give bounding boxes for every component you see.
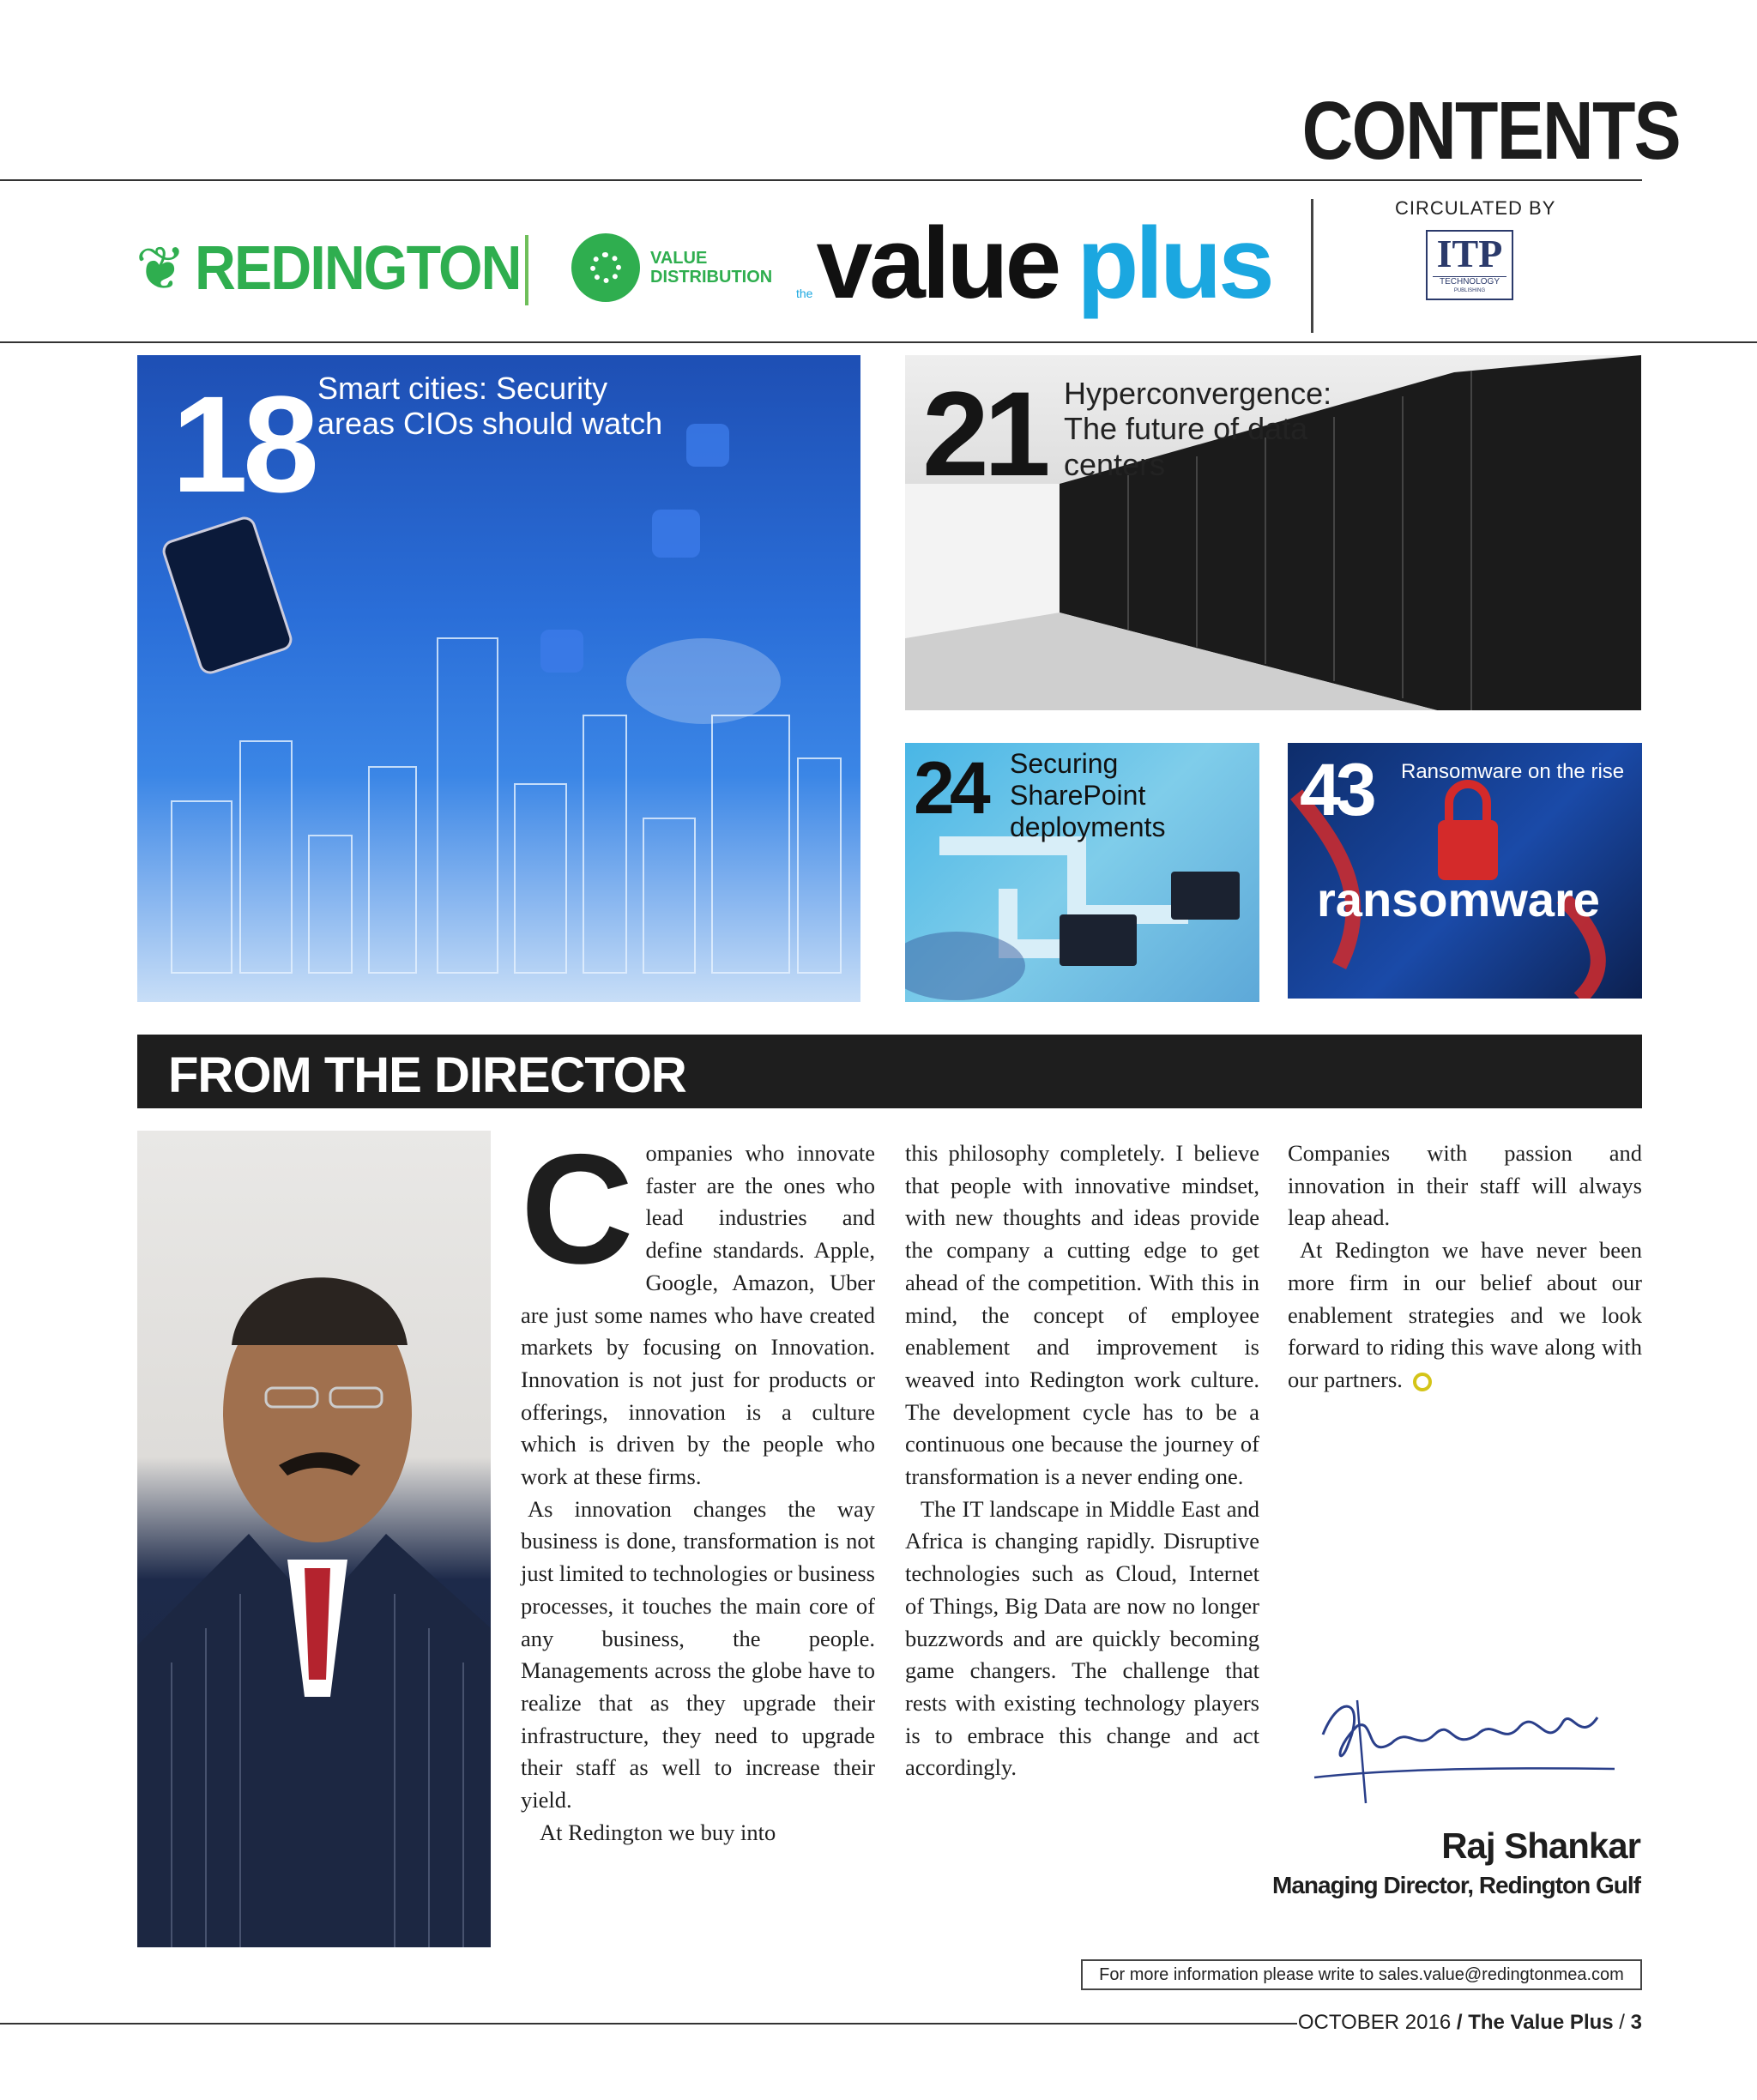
footer-sep: / (1456, 2011, 1463, 2034)
tile-title: Ransomware on the rise (1401, 760, 1625, 783)
itp-sub: TECHNOLOGY (1433, 276, 1506, 287)
tile-title (317, 371, 662, 442)
tile-title-line: centers (1064, 446, 1166, 482)
end-mark-icon (1413, 1373, 1432, 1391)
page-number: 3 (1630, 2011, 1642, 2034)
tile-title-line: SharePoint (1010, 779, 1146, 811)
paragraph: As innovation changes the way business is done, transformation is not just limited to technologies or business processes, it touches the main core of any business, the people. Managements across the globe have to realize that as they upgrade their infrastructure, they need to upgrade their staff as well to increase their yield. (521, 1495, 875, 1813)
itp-sub2: PUBLISHING (1453, 288, 1486, 293)
ransomware-image-text: ransomware (1317, 872, 1600, 926)
director-photo (137, 1131, 491, 1947)
director-title: Managing Director, Redington Gulf (1272, 1872, 1640, 1898)
circulated-divider (1311, 199, 1313, 333)
tile-ransomware[interactable] (1288, 743, 1642, 999)
vp-value: value (816, 207, 1059, 320)
portrait-illustration (137, 1131, 491, 1947)
paragraph: The IT landscape in Middle East and Africa is changing rapidly. Disruptive technologies such as Cloud, Internet of Things, Big Data are now no longer buzzwords and are quickly becoming game changers. The challenge that rests with existing technology players is to embrace this change and act accordingly. (905, 1495, 1259, 1781)
tile-sharepoint[interactable] (905, 743, 1259, 1002)
tile-number: 24 (914, 747, 986, 830)
logo-divider (525, 235, 528, 305)
tile-title (1064, 376, 1331, 482)
article-column-2 (905, 1138, 1259, 1784)
value-distribution-logo (571, 233, 772, 302)
tile-hyperconvergence[interactable] (905, 355, 1641, 710)
section-title: FROM THE DIRECTOR (168, 1047, 686, 1103)
footer-sep: / (1619, 2011, 1625, 2034)
tile-title-line: deployments (1010, 811, 1166, 842)
tile-smart-cities[interactable] (137, 355, 860, 1002)
tile-number: 18 (172, 367, 314, 521)
circulated-by-label: CIRCULATED BY (1395, 197, 1556, 219)
director-name: Raj Shankar (1441, 1825, 1640, 1866)
redington-leaf-icon: ❦ (136, 235, 186, 302)
signature (1306, 1675, 1623, 1812)
contact-info-box: For more information please write to sales.value@redingtonmea.com (1081, 1959, 1642, 1990)
paragraph: Companies with passion and innovation in their staff will always leap ahead. (1288, 1140, 1642, 1231)
itp-wordmark: ITP (1436, 232, 1503, 275)
tile-title-line: Hyperconvergence: (1064, 376, 1332, 411)
tile-title-line: Securing (1010, 748, 1119, 779)
paragraph: this philosophy completely. I believe that people with innovative mindset, with new thoughts and ideas provide the company a cutting edge to get ahead of the competition. With this in mind, the concept of employee enablement and improvement is weaved into Redington work culture. The development cycle has to be a continuous one because the journey of transformation is a never ending one. (905, 1140, 1259, 1490)
article-column-1 (521, 1121, 875, 1849)
paragraph: At Redington we buy into (540, 1819, 776, 1845)
tile-title-line: Smart cities: Security (317, 371, 608, 406)
tile-number: 43 (1300, 749, 1372, 831)
redington-logo (136, 233, 548, 304)
section-header (137, 1035, 1642, 1108)
redington-wordmark: REDINGTON (194, 234, 521, 303)
paragraph: ompanies who innovate faster are the ones who lead industries and define standards. Apple, Google, Amazon, Uber are just some names who have created markets by focusing on Innovation. Innovation is not just for products or offerings, innovation is a culture which is driven by the people who work at these firms. (521, 1140, 875, 1490)
itp-logo (1426, 230, 1513, 300)
value-distribution-icon (571, 233, 640, 302)
drop-cap: C (521, 1121, 634, 1296)
tile-title-line: The future of data (1064, 411, 1308, 447)
page-title: CONTENTS (1301, 85, 1680, 177)
tile-title-line: areas CIOs should watch (317, 406, 663, 442)
vp-plus: plus (1077, 207, 1271, 320)
tile-title (1010, 748, 1165, 842)
page-footer (1298, 2011, 1642, 2035)
value-distribution-text (650, 249, 772, 287)
vd-line1: VALUE (650, 249, 708, 268)
vd-line2: DISTRIBUTION (650, 268, 773, 287)
paragraph: At Redington we have never been more firm in our belief about our enablement strategies and we look forward to riding this wave along with our partners. (1288, 1237, 1642, 1392)
tile-number: 21 (922, 366, 1046, 501)
article-column-3 (1288, 1138, 1642, 1397)
vp-the: the (796, 287, 813, 300)
header-rule (0, 179, 1642, 181)
value-plus-logo (796, 207, 1271, 320)
logo-bar-rule (0, 341, 1757, 343)
footer-date: OCTOBER 2016 (1297, 2011, 1452, 2034)
footer-rule (0, 2023, 1297, 2025)
footer-magazine: The Value Plus (1468, 2011, 1614, 2034)
